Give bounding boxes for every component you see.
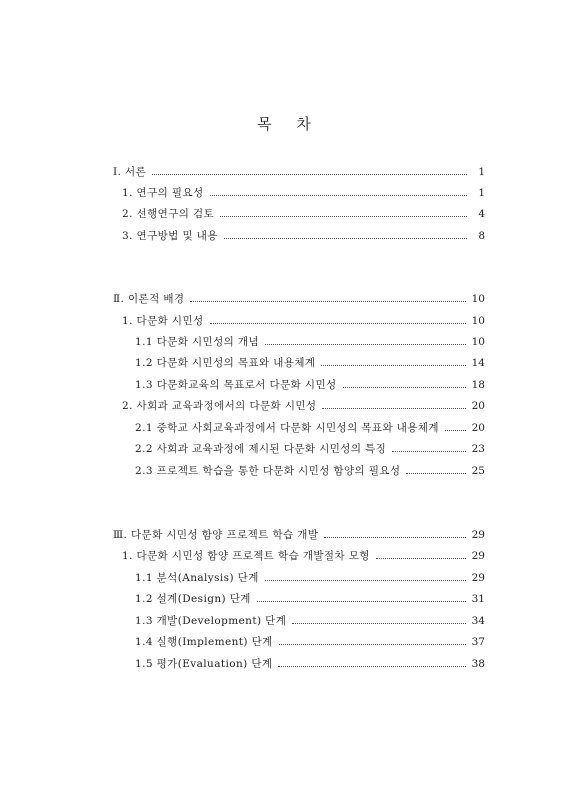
toc-entry-label: Ⅰ. 서론 — [113, 166, 147, 178]
toc-entry-label: Ⅱ. 이론적 배경 — [113, 293, 185, 305]
toc-entry[interactable] — [135, 614, 485, 628]
toc-page-number: 1 — [478, 166, 485, 178]
toc-page-number: 37 — [471, 636, 485, 648]
leader-dots — [220, 216, 467, 217]
toc-page-number: 31 — [471, 593, 485, 605]
toc-entry-label: 2.2 사회과 교육과정에 제시된 다문화 시민성의 특징 — [135, 443, 387, 455]
toc-entry-label: 1.3 개발(Development) 단계 — [135, 615, 287, 627]
toc-entry-label: 2.3 프로젝트 학습을 통한 다문화 시민성 함양의 필요성 — [135, 465, 401, 477]
toc-entry[interactable] — [135, 335, 485, 349]
leader-dots — [376, 558, 466, 559]
toc-entry-label: 1.5 평가(Evaluation) 단계 — [135, 658, 273, 670]
toc-entry-label: 1. 연구의 필요성 — [122, 187, 204, 199]
leader-dots — [406, 473, 465, 474]
toc-page-number: 10 — [471, 315, 485, 327]
toc-page-number: 1 — [478, 187, 485, 199]
toc-page-number: 29 — [471, 550, 485, 562]
toc-entry[interactable] — [135, 635, 485, 649]
toc-entry-label: 1.2 다문화 시민성의 목표와 내용체계 — [135, 357, 316, 369]
toc-chapter-1[interactable] — [113, 165, 485, 179]
toc-entry-label: 1.4 실행(Implement) 단계 — [135, 636, 273, 648]
leader-dots — [152, 174, 467, 175]
toc-chapter-3[interactable] — [113, 528, 485, 542]
toc-entry[interactable] — [122, 229, 485, 243]
toc-entry-label: Ⅲ. 다문화 시민성 함양 프로젝트 학습 개발 — [113, 529, 319, 541]
leader-dots — [392, 451, 465, 452]
toc-page-number: 18 — [471, 379, 485, 391]
toc-entry-label: 1.2 설계(Design) 단계 — [135, 593, 251, 605]
toc-page-number: 20 — [471, 422, 485, 434]
leader-dots — [445, 430, 466, 431]
toc-entry-label: 1. 다문화 시민성 함양 프로젝트 학습 개발절차 모형 — [122, 550, 370, 562]
toc-entry[interactable] — [122, 314, 485, 328]
toc-entry-label: 2. 선행연구의 검토 — [122, 208, 215, 220]
toc-entry-label: 1.3 다문화교육의 목표로서 다문화 시민성 — [135, 379, 337, 391]
toc-page-number: 14 — [471, 357, 485, 369]
leader-dots — [265, 580, 466, 581]
toc-entry[interactable] — [135, 571, 485, 585]
toc-page-number: 25 — [471, 465, 485, 477]
toc-entry-label: 2.1 중학교 사회교육과정에서 다문화 시민성의 목표와 내용체계 — [135, 422, 439, 434]
toc-entry[interactable] — [135, 442, 485, 456]
toc-page-number: 10 — [471, 336, 485, 348]
leader-dots — [190, 301, 465, 302]
toc-entry[interactable] — [122, 549, 485, 563]
leader-dots — [210, 195, 467, 196]
leader-dots — [265, 344, 466, 345]
toc-page-number: 34 — [471, 615, 485, 627]
leader-dots — [278, 666, 465, 667]
toc-page-number: 4 — [478, 208, 485, 220]
toc-entry-label: 1.1 분석(Analysis) 단계 — [135, 572, 259, 584]
toc-entry[interactable] — [122, 399, 485, 413]
toc-entry[interactable] — [135, 592, 485, 606]
toc-entry[interactable] — [135, 378, 485, 392]
leader-dots — [292, 623, 465, 624]
toc-page-number: 29 — [471, 529, 485, 541]
toc-page-number: 8 — [478, 230, 485, 242]
toc-entry-label: 1. 다문화 시민성 — [122, 315, 204, 327]
leader-dots — [210, 323, 466, 324]
toc-entry[interactable] — [135, 421, 485, 435]
toc-entry[interactable] — [135, 356, 485, 370]
toc-entry[interactable] — [135, 464, 485, 478]
leader-dots — [324, 537, 465, 538]
toc-entry[interactable] — [122, 186, 485, 200]
toc-chapter-2[interactable] — [113, 292, 485, 306]
toc-entry-label: 3. 연구방법 및 내용 — [122, 230, 218, 242]
toc-page-number: 20 — [471, 400, 485, 412]
leader-dots — [279, 644, 466, 645]
leader-dots — [224, 238, 467, 239]
toc-entry[interactable] — [135, 657, 485, 671]
toc-entry[interactable] — [122, 207, 485, 221]
leader-dots — [321, 365, 465, 366]
toc-entry-label: 1.1 다문화 시민성의 개념 — [135, 336, 259, 348]
leader-dots — [343, 387, 466, 388]
page-title: 목 차 — [257, 115, 321, 133]
toc-page-number: 23 — [471, 443, 485, 455]
leader-dots — [322, 408, 465, 409]
toc-page-number: 29 — [471, 572, 485, 584]
leader-dots — [257, 601, 466, 602]
toc-entry-label: 2. 사회과 교육과정에서의 다문화 시민성 — [122, 400, 317, 412]
toc-page-number: 10 — [471, 293, 485, 305]
toc-page-number: 38 — [471, 658, 485, 670]
